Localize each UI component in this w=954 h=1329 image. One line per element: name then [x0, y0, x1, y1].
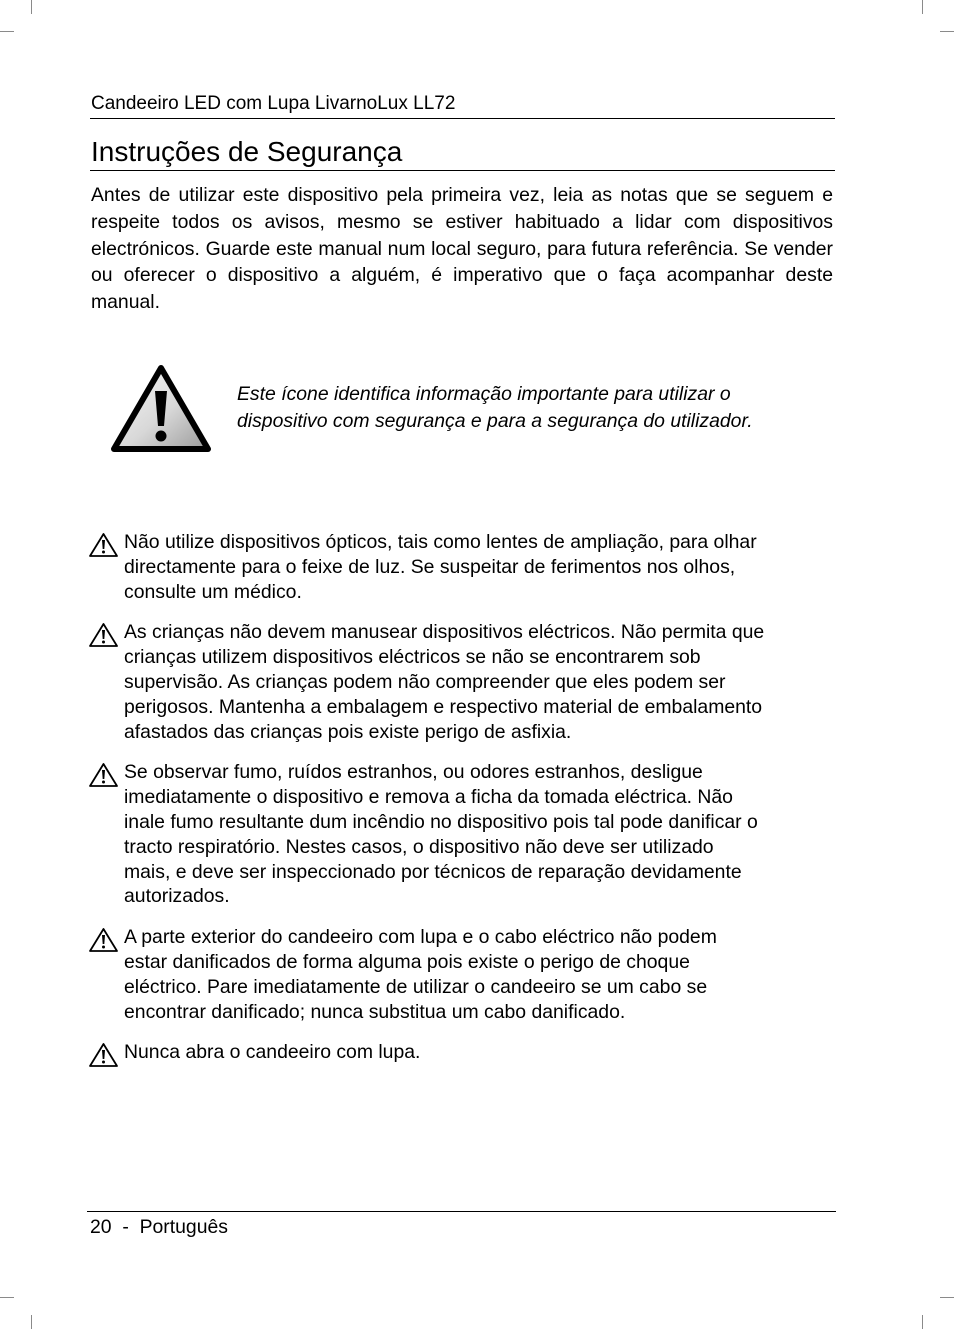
note-line-1: Este ícone identifica informação importante para utilizar o — [237, 383, 731, 405]
crop-mark-bottom-left — [31, 1315, 32, 1329]
page-footer — [87, 1211, 836, 1242]
warning-line: imediatamente o dispositivo e remova a ficha da tomada eléctrica. Não — [124, 786, 733, 809]
warning-line: crianças utilizem dispositivos eléctricos se não se encontrarem sob — [124, 646, 701, 669]
warning-line: Se observar fumo, ruídos estranhos, ou odores estranhos, desligue — [124, 761, 703, 784]
warning-line: perigosos. Mantenha a embalagem e respectivo material de embalamento — [124, 695, 763, 718]
warning-triangle-icon — [88, 762, 119, 788]
crop-mark-bottom-right-h — [940, 1297, 954, 1298]
crop-mark-top-right-h — [940, 31, 954, 32]
warning-line: estar danificados de forma alguma pois existe o perigo de choque — [124, 950, 690, 973]
crop-mark-top-left-h — [0, 31, 14, 32]
warning-line: inale fumo resultante dum incêndio no dispositivo pois tal pode danificar o — [124, 810, 758, 833]
crop-mark-bottom-right — [922, 1315, 923, 1329]
note-text — [237, 381, 837, 434]
warning-line: tracto respiratório. Nestes casos, o dispositivo não deve ser utilizado — [124, 835, 714, 858]
warning-line: supervisão. As crianças podem não compreender que eles podem ser — [124, 670, 726, 693]
warning-item-cable — [88, 925, 838, 1024]
warning-line: Nunca abra o candeeiro com lupa. — [124, 1041, 421, 1064]
running-header — [90, 92, 835, 119]
note-line-2: dispositivo com segurança e para a segurança do utilizador. — [237, 409, 753, 432]
warning-triangle-icon — [88, 1042, 119, 1068]
intro-paragraph: Antes de utilizar este dispositivo pela primeira vez, leia as notas que se seguem e respeite todos os avisos, mesmo se estiver habituado a lidar com dispositivos electrónicos. Guarde este manual num local seguro, para futura referência. Se vender ou oferecer o dispositivo a alguém, é imperativo que o faça acompanhar deste manual. — [91, 184, 833, 314]
warning-item-smoke — [88, 760, 838, 909]
warning-line: encontrar danificado; nunca substitua um cabo danificado. — [124, 1000, 626, 1023]
warning-line: consulte um médico. — [124, 580, 302, 603]
warning-item-children — [88, 620, 838, 744]
crop-mark-top-left — [31, 0, 32, 14]
warning-line: afastados das crianças pois existe perigo de asfixia. — [124, 720, 572, 743]
crop-mark-top-right — [922, 0, 923, 14]
warning-line: Não utilize dispositivos ópticos, tais como lentes de ampliação, para olhar — [124, 531, 757, 553]
warning-triangle-icon — [88, 532, 119, 558]
section-title: Instruções de Segurança — [91, 136, 403, 167]
warning-list — [88, 530, 838, 1081]
warning-triangle-icon — [110, 364, 212, 454]
safety-note — [110, 364, 840, 454]
warning-line: mais, e deve ser inspeccionado por técnicos de reparação devidamente — [124, 860, 742, 883]
warning-item-optical — [88, 530, 838, 604]
warning-line: autorizados. — [124, 885, 230, 908]
warning-triangle-icon — [88, 622, 119, 648]
warning-line: A parte exterior do candeeiro com lupa e o cabo eléctrico não podem — [124, 926, 717, 949]
warning-line: As crianças não devem manusear dispositivos eléctricos. Não permita que — [124, 621, 765, 644]
crop-mark-bottom-left-h — [0, 1297, 14, 1298]
header-title: Candeeiro LED com Lupa LivarnoLux LL72 — [91, 93, 456, 114]
warning-item-open — [88, 1040, 838, 1065]
page-number: 20 - Português — [90, 1216, 228, 1238]
warning-line: eléctrico. Pare imediatamente de utilizar o candeeiro se um cabo se — [124, 975, 708, 998]
warning-line: directamente para o feixe de luz. Se suspeitar de ferimentos nos olhos, — [124, 555, 736, 578]
section-heading — [90, 134, 835, 171]
warning-triangle-icon — [88, 927, 119, 953]
